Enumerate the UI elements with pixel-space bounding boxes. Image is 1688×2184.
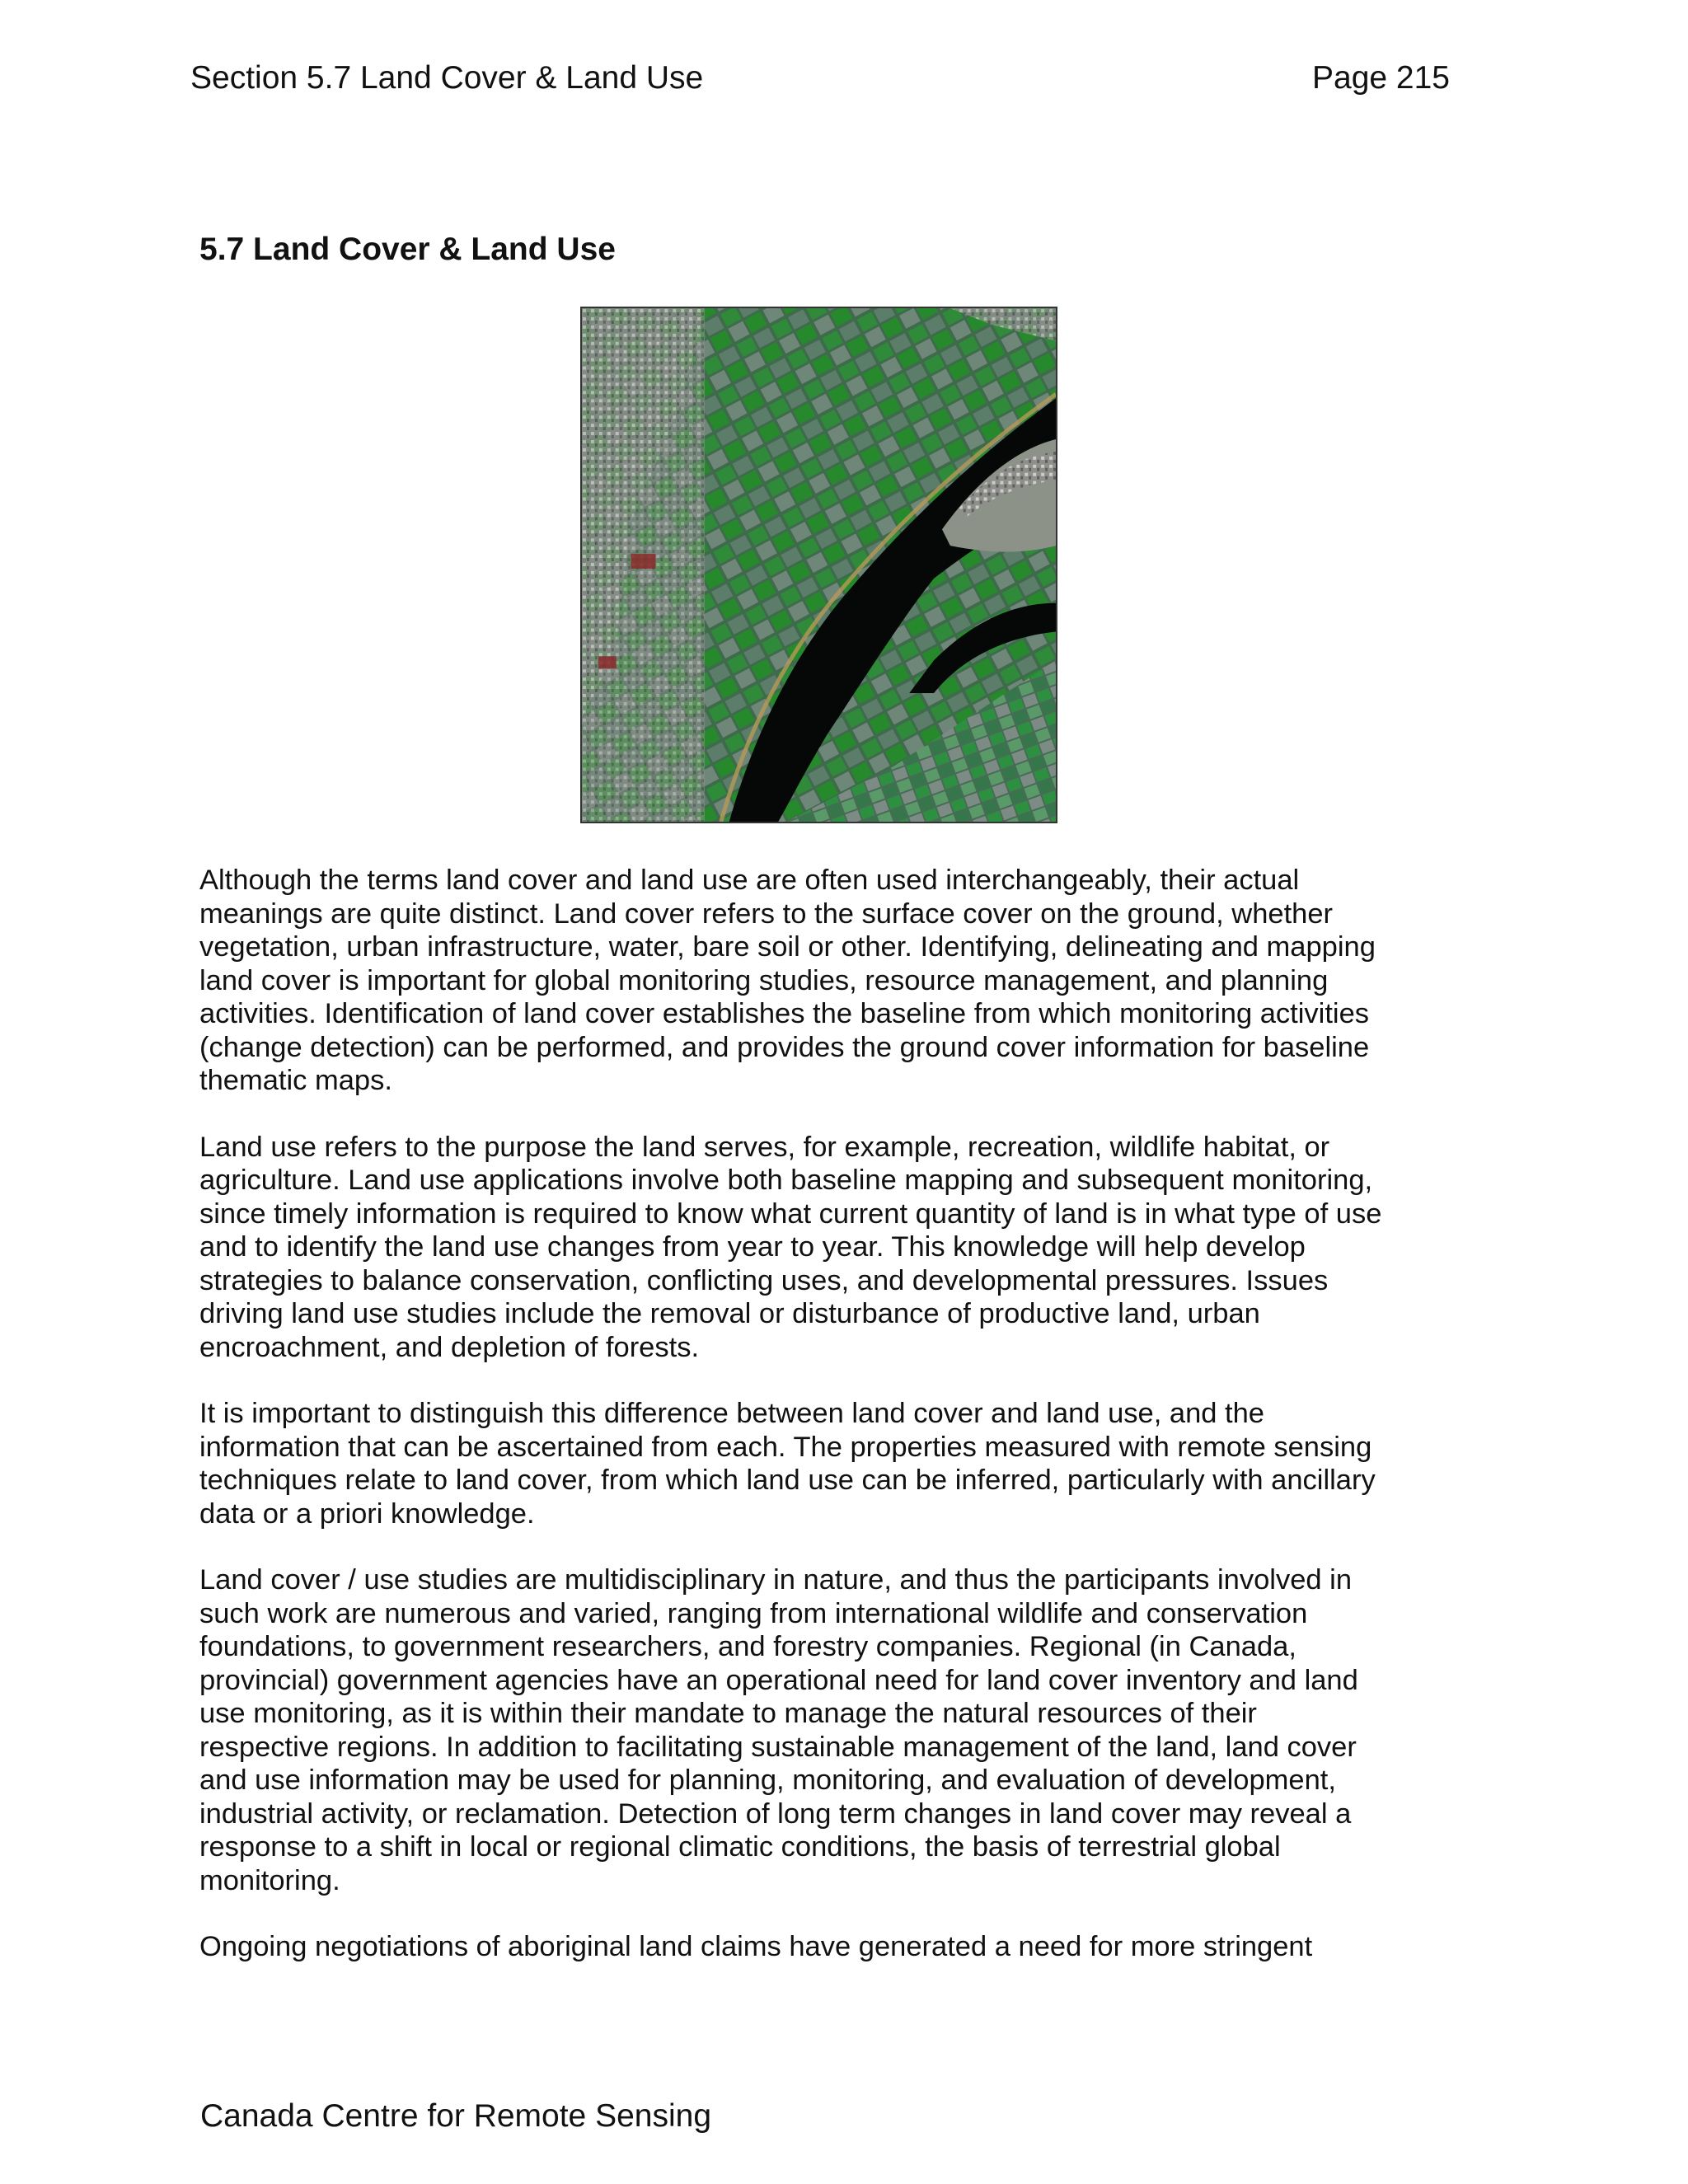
page-footer: Canada Centre for Remote Sensing xyxy=(200,2098,712,2134)
paragraph: It is important to distinguish this difference between land cover and land use, and the information that can be ascertained from each. The properties measured with remote sensing techniques relate to land cover, from which land use can be inferred, particularly with ancillary data or a priori knowledge. xyxy=(199,1398,1376,1530)
section-heading: 5.7 Land Cover & Land Use xyxy=(199,232,616,267)
paragraph: Land cover / use studies are multidisciplinary in nature, and thus the participants involved in such work are numerous and varied, ranging from international wildlife and conservation foundations, to government researchers, and forestry companies. Regional (in Canada, provincial) government agencies have an operational need for land cover inventory and land use monitoring, as it is within their mandate to manage the natural resources of their respective regions. In addition to facilitating sustainable management of the land, land cover and use information may be used for planning, monitoring, and evaluation of development, industrial activity, or reclamation. Detection of long term changes in land cover may reveal a response to a shift in local or regional climatic conditions, the basis of terrestrial global monitoring. xyxy=(199,1564,1358,1896)
body-text xyxy=(199,864,1452,1997)
paragraph: Ongoing negotiations of aboriginal land claims have generated a need for more stringent xyxy=(199,1931,1313,1962)
paragraph: Land use refers to the purpose the land serves, for example, recreation, wildlife habitat, or agriculture. Land use applications involve both baseline mapping and subsequent monitoring, since timely information is required to know what current quantity of land is in what type of use and to identify the land use changes from year to year. This knowledge will help develop strategies to balance conservation, conflicting uses, and developmental pressures. Issues driving land use studies include the removal or disturbance of productive land, urban encroachment, and depletion of forests. xyxy=(199,1131,1382,1363)
satellite-image-graphic xyxy=(582,308,1056,822)
satellite-image xyxy=(580,307,1057,823)
running-header-page-number: Page 215 xyxy=(1312,60,1450,96)
running-header-section: Section 5.7 Land Cover & Land Use xyxy=(190,60,704,96)
paragraph: Although the terms land cover and land use are often used interchangeably, their actual meanings are quite distinct. Land cover refers to the surface cover on the ground, whether vegetation, urban infrastructure, water, bare soil or other. Identifying, delineating and mapping land cover is important for global monitoring studies, resource management, and planning activities. Identification of land cover establishes the baseline from which monitoring activities (change detection) can be performed, and provides the ground cover information for baseline thematic maps. xyxy=(199,865,1376,1096)
